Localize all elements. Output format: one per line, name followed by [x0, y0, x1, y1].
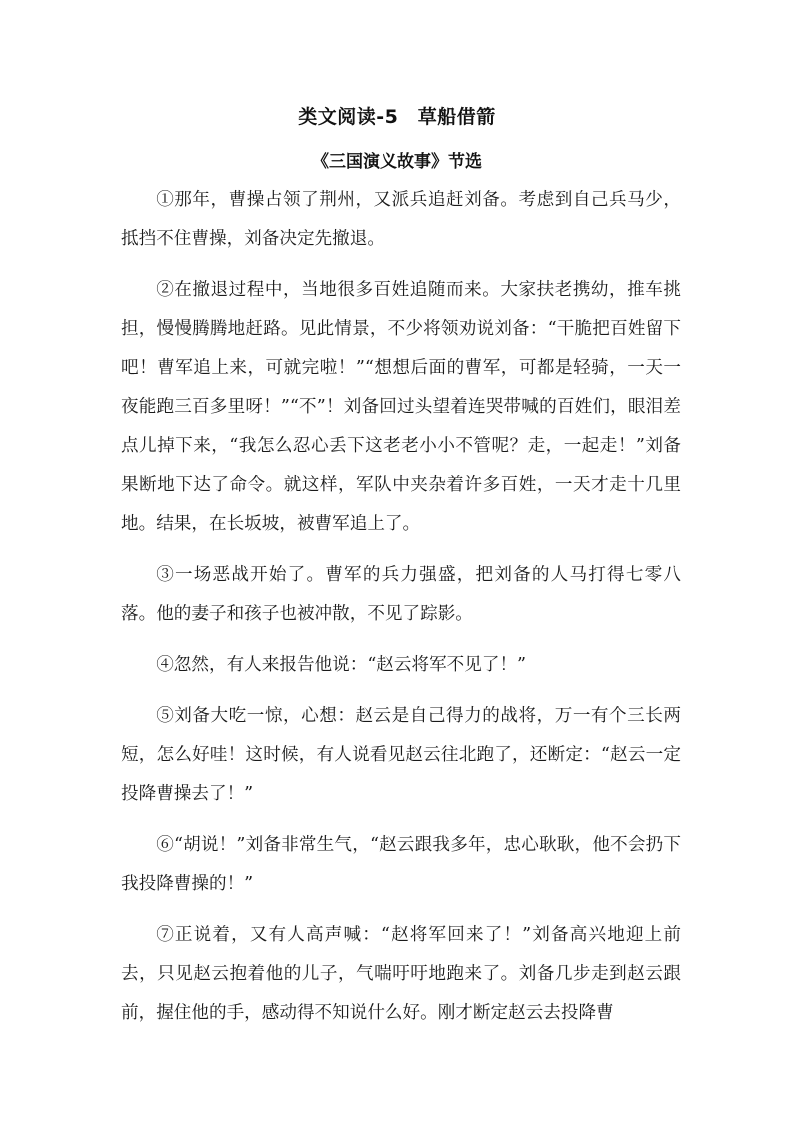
- paragraph-6: ⑥“胡说！”刘备非常生气，“赵云跟我多年，忠心耿耿，他不会扔下我投降曹操的！”: [121, 835, 681, 894]
- paragraph-1: ①那年，曹操占领了荆州，又派兵追赶刘备。考虑到自己兵马少，抵挡不住曹操，刘备决定先撤退。: [121, 190, 681, 249]
- article-body: [121, 181, 681, 1045]
- paragraph-3: ③一场恶战开始了。曹军的兵力强盛，把刘备的人马打得七零八落。他的妻子和孩子也被冲散，不见了踪影。: [121, 565, 681, 624]
- page-subtitle: 《三国演义故事》节选: [312, 152, 482, 172]
- page-title: 类文阅读-5 草船借箭: [298, 106, 496, 128]
- paragraph-5: ⑤刘备大吃一惊，心想：赵云是自己得力的战将，万一有个三长两短，怎么好哇！这时候，有人说看见赵云往北跑了，还断定：“赵云一定投降曹操去了！”: [121, 706, 681, 804]
- paragraph-2: ②在撤退过程中，当地很多百姓追随而来。大家扶老携幼，推车挑担，慢慢腾腾地赶路。见此情景，不少将领劝说刘备：“干脆把百姓留下吧！曹军追上来，可就完啦！”“想想后面的曹军，可都是轻骑，一天一夜能跑三百多里呀！”“不”！刘备回过头望着连哭带喊的百姓们，眼泪差点儿掉下来，“我怎么忍心丢下这老老小小不管呢？走，一起走！”刘备果断地下达了命令。就这样，军队中夹杂着许多百姓，一天才走十几里地。结果，在长坂坡，被曹军追上了。: [121, 280, 681, 534]
- paragraph-4: ④忽然，有人来报告他说：“赵云将军不见了！”: [156, 655, 527, 675]
- paragraph-7: ⑦正说着，又有人高声喊：“赵将军回来了！”刘备高兴地迎上前去，只见赵云抱着他的儿子，气喘吁吁地跑来了。刘备几步走到赵云跟前，握住他的手，感动得不知说什么好。刚才断定赵云去投降曹: [121, 925, 681, 1023]
